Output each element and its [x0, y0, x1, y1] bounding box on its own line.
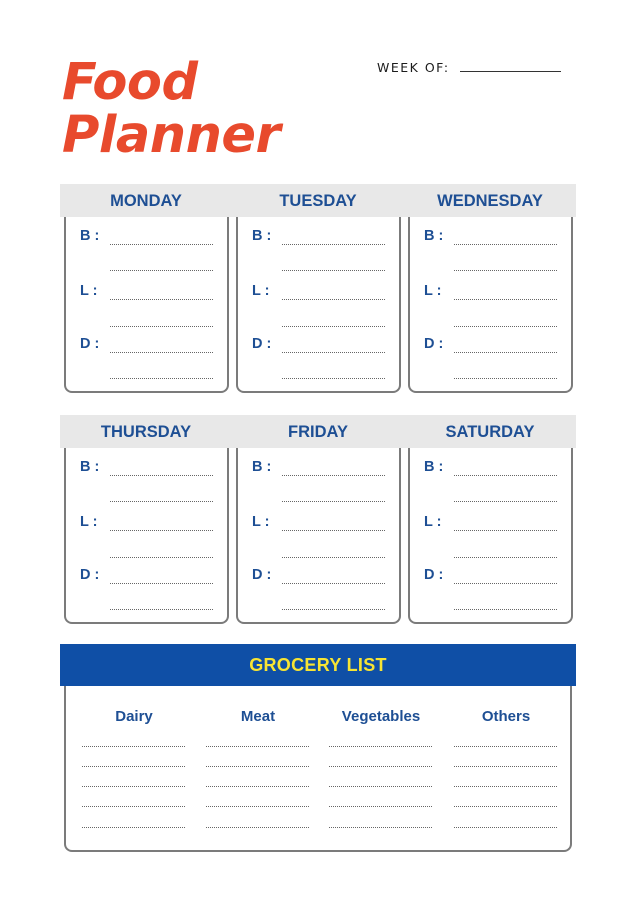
write-line[interactable] [282, 378, 385, 379]
write-line[interactable] [282, 475, 385, 476]
grocery-write-line[interactable] [206, 746, 309, 747]
write-line[interactable] [110, 299, 213, 300]
meal-label-dinner: D : [424, 336, 444, 352]
meal-label-lunch: L : [424, 283, 442, 299]
meal-label-breakfast: B : [252, 228, 272, 244]
meal-label-lunch: L : [252, 514, 270, 530]
write-line[interactable] [282, 244, 385, 245]
write-line[interactable] [110, 475, 213, 476]
meal-label-lunch: L : [80, 283, 98, 299]
grocery-write-line[interactable] [82, 786, 185, 787]
meal-label-dinner: D : [80, 336, 100, 352]
write-line[interactable] [110, 270, 213, 271]
meal-label-dinner: D : [80, 567, 100, 583]
write-line[interactable] [282, 501, 385, 502]
day-header-row-1 [60, 184, 576, 217]
write-line[interactable] [110, 378, 213, 379]
meal-label-breakfast: B : [424, 228, 444, 244]
write-line[interactable] [454, 501, 557, 502]
day-box-saturday [408, 448, 573, 624]
write-line[interactable] [454, 475, 557, 476]
write-line[interactable] [110, 530, 213, 531]
day-box-thursday [64, 448, 229, 624]
write-line[interactable] [454, 244, 557, 245]
meal-label-breakfast: B : [424, 459, 444, 475]
write-line[interactable] [282, 530, 385, 531]
grocery-write-line[interactable] [206, 806, 309, 807]
grocery-column-dairy: Dairy [115, 708, 153, 725]
meal-label-dinner: D : [424, 567, 444, 583]
write-line[interactable] [282, 609, 385, 610]
grocery-column-vegetables: Vegetables [341, 708, 421, 725]
week-of-blank-line[interactable] [460, 71, 561, 72]
grocery-write-line[interactable] [329, 766, 432, 767]
grocery-write-line[interactable] [206, 766, 309, 767]
day-label-saturday: SATURDAY [445, 423, 535, 441]
meal-label-breakfast: B : [80, 228, 100, 244]
day-label-friday: FRIDAY [288, 423, 348, 441]
write-line[interactable] [110, 326, 213, 327]
title-line-2: Planner [62, 106, 281, 165]
write-line[interactable] [110, 352, 213, 353]
grocery-list-box [64, 686, 572, 852]
grocery-write-line[interactable] [82, 806, 185, 807]
write-line[interactable] [110, 501, 213, 502]
grocery-write-line[interactable] [454, 746, 557, 747]
write-line[interactable] [454, 270, 557, 271]
write-line[interactable] [454, 557, 557, 558]
meal-label-lunch: L : [252, 283, 270, 299]
write-line[interactable] [454, 352, 557, 353]
day-box-friday [236, 448, 401, 624]
meal-label-lunch: L : [80, 514, 98, 530]
meal-label-dinner: D : [252, 336, 272, 352]
day-label-thursday: THURSDAY [100, 423, 192, 441]
day-box-monday [64, 217, 229, 393]
grocery-write-line[interactable] [329, 827, 432, 828]
write-line[interactable] [282, 299, 385, 300]
write-line[interactable] [110, 244, 213, 245]
day-box-tuesday [236, 217, 401, 393]
day-label-monday: MONDAY [110, 192, 182, 210]
write-line[interactable] [110, 557, 213, 558]
title-line-1: Food [62, 53, 198, 112]
grocery-write-line[interactable] [206, 827, 309, 828]
day-label-tuesday: TUESDAY [279, 192, 357, 210]
write-line[interactable] [282, 557, 385, 558]
write-line[interactable] [454, 326, 557, 327]
write-line[interactable] [110, 609, 213, 610]
grocery-write-line[interactable] [329, 746, 432, 747]
grocery-write-line[interactable] [329, 806, 432, 807]
day-label-wednesday: WEDNESDAY [437, 192, 543, 210]
write-line[interactable] [282, 270, 385, 271]
write-line[interactable] [454, 583, 557, 584]
week-of-field [377, 60, 561, 75]
week-of-label: WEEK OF: [377, 60, 450, 75]
day-box-wednesday [408, 217, 573, 393]
write-line[interactable] [454, 609, 557, 610]
grocery-column-meat: Meat [240, 708, 276, 725]
grocery-write-line[interactable] [454, 766, 557, 767]
write-line[interactable] [110, 583, 213, 584]
grocery-write-line[interactable] [454, 786, 557, 787]
day-header-row-2 [60, 415, 576, 448]
grocery-write-line[interactable] [454, 806, 557, 807]
write-line[interactable] [454, 299, 557, 300]
grocery-column-others: Others [481, 708, 531, 725]
planner-title [62, 53, 281, 165]
meal-label-lunch: L : [424, 514, 442, 530]
grocery-write-line[interactable] [82, 827, 185, 828]
meal-label-dinner: D : [252, 567, 272, 583]
grocery-write-line[interactable] [454, 827, 557, 828]
write-line[interactable] [454, 530, 557, 531]
write-line[interactable] [282, 583, 385, 584]
grocery-list-title: GROCERY LIST [249, 654, 387, 675]
grocery-write-line[interactable] [329, 786, 432, 787]
grocery-write-line[interactable] [82, 746, 185, 747]
write-line[interactable] [282, 326, 385, 327]
write-line[interactable] [454, 378, 557, 379]
grocery-write-line[interactable] [82, 766, 185, 767]
grocery-list-header [60, 644, 576, 686]
grocery-write-line[interactable] [206, 786, 309, 787]
write-line[interactable] [282, 352, 385, 353]
meal-label-breakfast: B : [252, 459, 272, 475]
meal-label-breakfast: B : [80, 459, 100, 475]
